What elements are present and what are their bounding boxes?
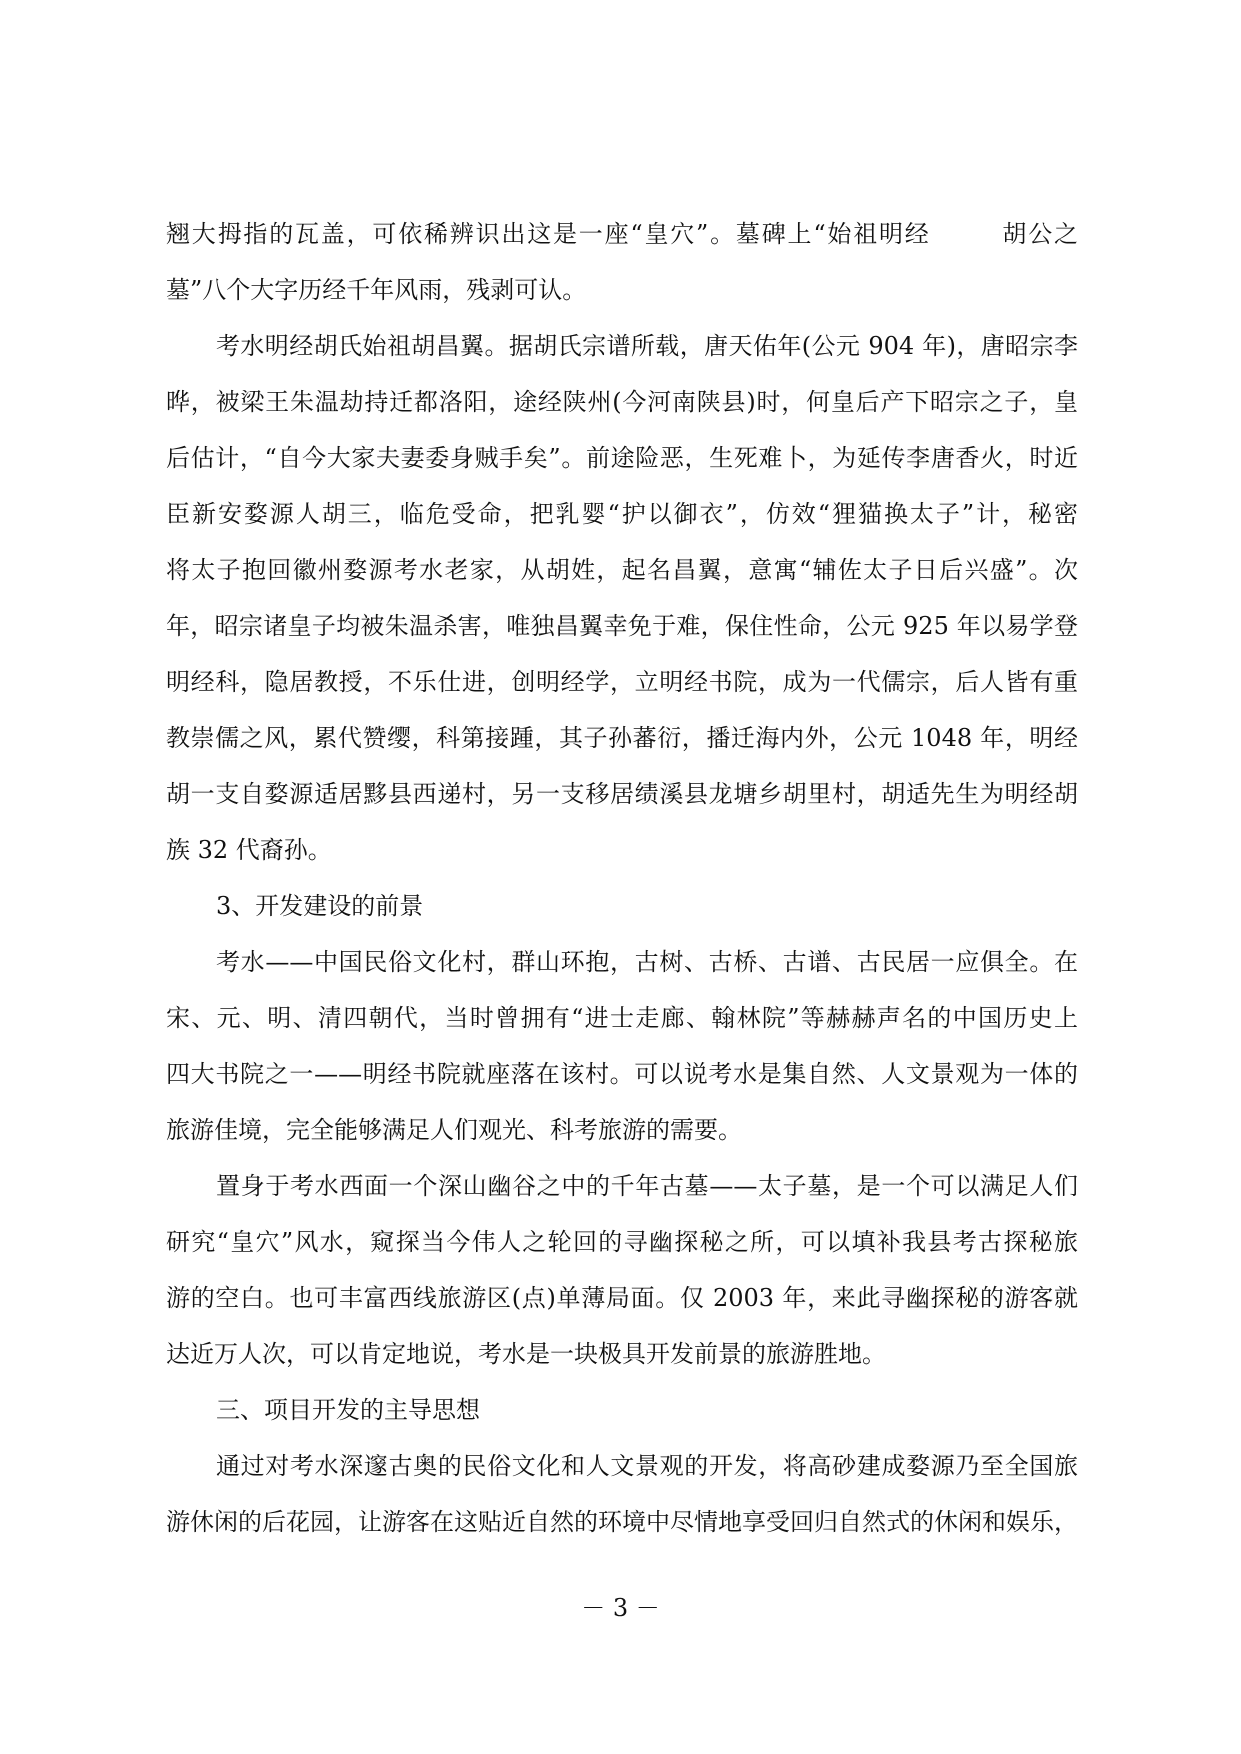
ancestor-line-1: 考水明经胡氏始祖胡昌翼。据胡氏宗谱所载，唐天佑年(公元 904 年)，唐昭宗李 xyxy=(216,332,1078,360)
ancestor-line-5: 将太子抱回徽州婺源考水老家，从胡姓，起名昌翼，意寓“辅佐太子日后兴盛”。次 xyxy=(166,556,1078,584)
ancestor-line-3: 后估计，“自今大家夫妻委身贼手矣”。前途险恶，生死难卜，为延传李唐香火，时近 xyxy=(166,444,1078,472)
tomb-tourism-line-4: 达近万人次，可以肯定地说，考水是一块极具开发前景的旅游胜地。 xyxy=(166,1340,886,1368)
document-body xyxy=(166,206,1078,1550)
tomb-desc-line-1-b: 胡公之 xyxy=(1000,220,1078,248)
ancestor-line-7: 明经科，隐居教授，不乐仕进，创明经学，立明经书院，成为一代儒宗，后人皆有重 xyxy=(166,668,1078,696)
idea-line-2: 游休闲的后花园，让游客在这贴近自然的环境中尽情地享受回归自然式的休闲和娱乐， xyxy=(166,1508,1078,1536)
section-heading-prospect: 3、开发建设的前景 xyxy=(216,892,424,920)
idea-line-1: 通过对考水深邃古奥的民俗文化和人文景观的开发，将高砂建成婺源乃至全国旅 xyxy=(216,1452,1078,1480)
section-heading-idea: 三、项目开发的主导思想 xyxy=(216,1396,480,1424)
ancestor-line-4: 臣新安婺源人胡三，临危受命，把乳婴“护以御衣”，仿效“狸猫换太子”计，秘密 xyxy=(166,500,1078,528)
tomb-tourism-line-3: 游的空白。也可丰富西线旅游区(点)单薄局面。仅 2003 年，来此寻幽探秘的游客就 xyxy=(166,1284,1078,1312)
tomb-desc-line-1-a: 翘大拇指的瓦盖，可依稀辨识出这是一座“皇穴”。墓碑上“始祖明经 xyxy=(166,220,931,248)
ancestor-line-6: 年，昭宗诸皇子均被朱温杀害，唯独昌翼幸免于难，保住性命，公元 925 年以易学登 xyxy=(166,612,1078,640)
page-number: － 3 － xyxy=(581,1594,660,1622)
tomb-desc-line-1 xyxy=(166,206,1078,262)
ancestor-line-8: 教崇儒之风，累代赞缨，科第接踵，其子孙蕃衍，播迁海内外，公元 1048 年，明经 xyxy=(166,724,1078,752)
ancestor-line-9: 胡一支自婺源适居黟县西递村，另一支移居绩溪县龙塘乡胡里村，胡适先生为明经胡 xyxy=(166,780,1078,808)
ancestor-line-2: 晔，被梁王朱温劫持迁都洛阳，途经陕州(今河南陕县)时，何皇后产下昭宗之子，皇 xyxy=(166,388,1078,416)
prospect-line-4: 旅游佳境，完全能够满足人们观光、科考旅游的需要。 xyxy=(166,1116,742,1144)
tomb-tourism-line-1: 置身于考水西面一个深山幽谷之中的千年古墓——太子墓，是一个可以满足人们 xyxy=(216,1172,1078,1200)
tomb-tourism-line-2: 研究“皇穴”风水，窥探当今伟人之轮回的寻幽探秘之所，可以填补我县考古探秘旅 xyxy=(166,1228,1078,1256)
prospect-line-3: 四大书院之一——明经书院就座落在该村。可以说考水是集自然、人文景观为一体的 xyxy=(166,1060,1078,1088)
ancestor-line-10: 族 32 代裔孙。 xyxy=(166,836,332,864)
prospect-line-1: 考水——中国民俗文化村，群山环抱，古树、古桥、古谱、古民居一应俱全。在 xyxy=(216,948,1078,976)
tomb-desc-line-2: 墓”八个大字历经千年风雨，残剥可认。 xyxy=(166,276,587,304)
prospect-line-2: 宋、元、明、清四朝代，当时曾拥有“进士走廊、翰林院”等赫赫声名的中国历史上 xyxy=(166,1004,1078,1032)
